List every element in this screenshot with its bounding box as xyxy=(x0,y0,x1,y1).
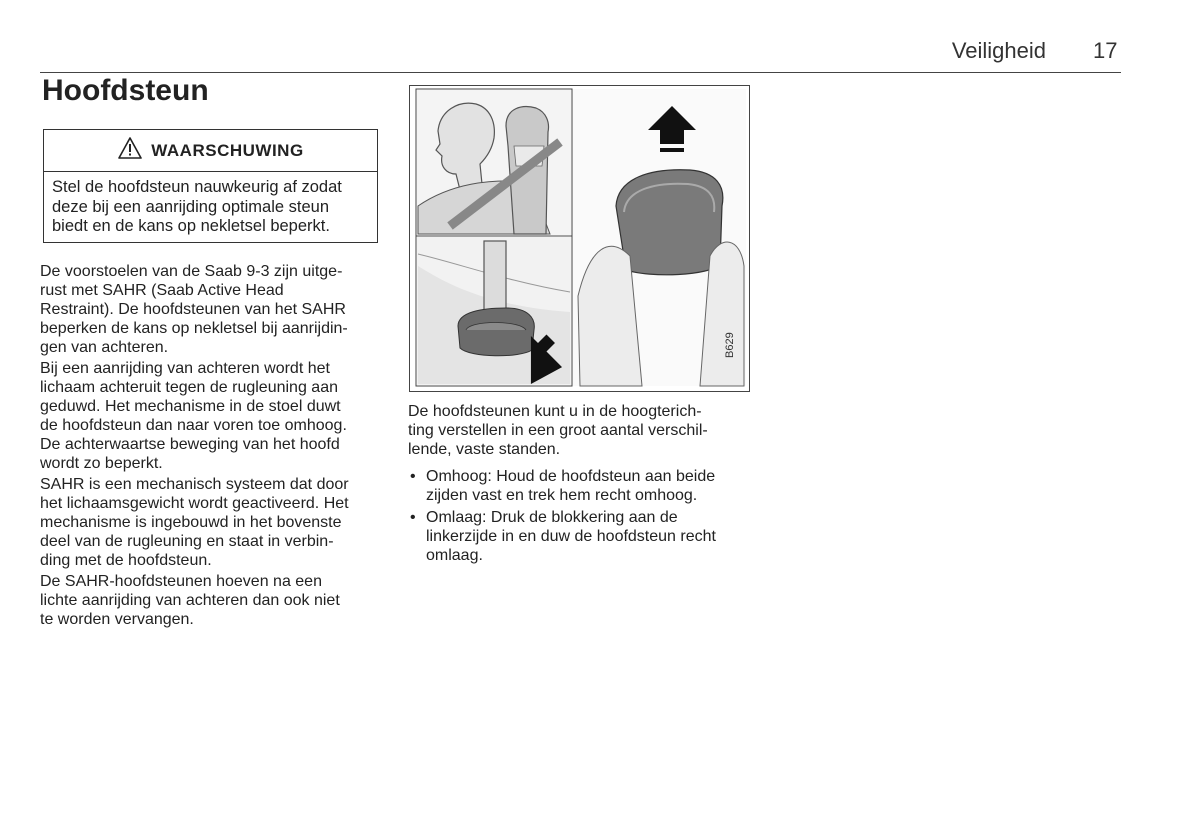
warning-box xyxy=(43,129,378,243)
body-text xyxy=(40,262,380,631)
figure-caption xyxy=(408,402,753,459)
text-line: deel van de rugleuning en staat in verbin- xyxy=(40,533,334,550)
warning-text xyxy=(44,172,377,237)
instruction-list xyxy=(408,467,753,565)
text-line: te worden vervangen. xyxy=(40,611,194,628)
text-line: lichte aanrijding van achteren dan ook niet xyxy=(40,592,340,609)
text-line: de hoofdsteun dan naar voren toe omhoog. xyxy=(40,417,347,434)
text-line: De achterwaartse beweging van het hoofd xyxy=(40,436,340,453)
text-line: omlaag. xyxy=(426,547,483,564)
text-line: mechanisme is ingebouwd in het bovenste xyxy=(40,514,342,531)
text-line: Omhoog: Houd de hoofdsteun aan beide xyxy=(426,468,716,485)
text-line: De SAHR-hoofdsteunen hoeven na een xyxy=(40,573,322,590)
text-line: ding met de hoofdsteun. xyxy=(40,552,212,569)
text-line: Stel de hoofdsteun nauwkeurig af zodat xyxy=(52,178,342,196)
warning-label: WAARSCHUWING xyxy=(151,140,304,160)
caption-column xyxy=(408,402,753,568)
text-line: De voorstoelen van de Saab 9-3 zijn uitge- xyxy=(40,263,343,280)
list-item xyxy=(408,467,753,505)
paragraph xyxy=(40,572,380,629)
text-line: ting verstellen in een groot aantal verschil- xyxy=(408,422,708,439)
paragraph xyxy=(40,475,380,570)
text-line: biedt en de kans op nekletsel beperkt. xyxy=(52,217,330,235)
text-line: De hoofdsteunen kunt u in de hoogterich- xyxy=(408,403,702,420)
text-line: lende, vaste standen. xyxy=(408,441,561,458)
text-line: deze bij een aanrijding optimale steun xyxy=(52,197,330,216)
text-line: Bij een aanrijding van achteren wordt het xyxy=(40,360,330,377)
text-line: lichaam achteruit tegen de rugleuning aan xyxy=(40,379,338,396)
paragraph xyxy=(40,359,380,473)
list-item xyxy=(408,508,753,565)
text-line: rust met SAHR (Saab Active Head xyxy=(40,282,284,299)
text-line: Restraint). De hoofdsteunen van het SAHR xyxy=(40,301,346,318)
release-button-illustration xyxy=(416,236,572,390)
text-line: gen van achteren. xyxy=(40,339,169,356)
headrest-adjust-illustration xyxy=(572,89,746,386)
text-line: wordt zo beperkt. xyxy=(40,455,163,472)
figure-id: B629 xyxy=(724,332,736,358)
text-line: beperken de kans op nekletsel bij aanrijdin- xyxy=(40,320,348,337)
headrest-illustration xyxy=(409,85,750,392)
text-line: Omlaag: Druk de blokkering aan de xyxy=(426,509,678,526)
text-line: linkerzijde in en duw de hoofdsteun recht xyxy=(426,528,716,545)
text-line: het lichaamsgewicht wordt geactiveerd. Het xyxy=(40,495,349,512)
text-line: geduwd. Het mechanisme in de stoel duwt xyxy=(40,398,341,415)
warning-triangle-icon xyxy=(117,136,143,165)
text-line: SAHR is een mechanisch systeem dat door xyxy=(40,476,349,493)
page-title: Hoofdsteun xyxy=(42,74,209,107)
section-title: Veiligheid xyxy=(951,38,1046,63)
person-in-seat-illustration xyxy=(416,89,572,236)
header-rule xyxy=(40,72,1121,73)
paragraph xyxy=(40,262,380,357)
warning-header xyxy=(44,130,377,172)
page-number: 17 xyxy=(1093,38,1118,63)
text-line: zijden vast en trek hem recht omhoog. xyxy=(426,487,698,504)
